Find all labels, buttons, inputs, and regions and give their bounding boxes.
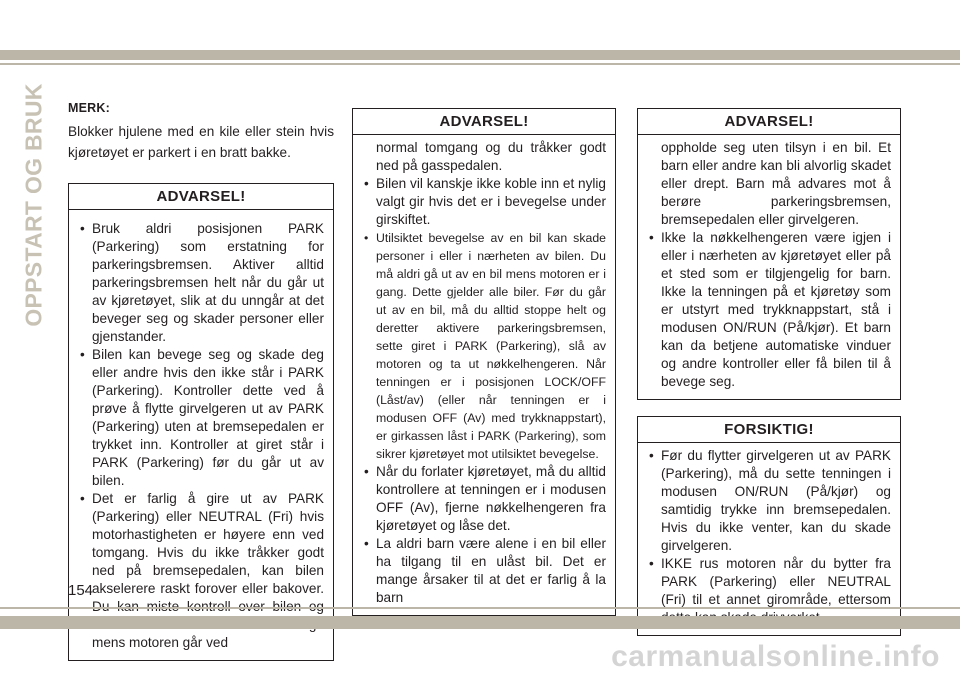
warning-bullet: • Når du forlater kjøretøyet, må du alltid kontrollere at tenningen er i modusen OFF (Av), fjerne nøkkelhengeren fra kjøretøyet og låse det. <box>362 463 606 535</box>
warning-body <box>353 135 615 615</box>
caution-bullet: • Før du flytter girvelgeren ut av PARK (Parkering), må du sette tenningen i modusen ON/RUN (På/kjør) og samtidig trykke inn bremsepedalen. Hvis du ikke venter, kan du skade girvelgeren. <box>647 447 891 555</box>
note-block <box>68 100 334 163</box>
header-rule <box>0 63 960 65</box>
warning-bullet: • La aldri barn være alene i en bil eller ha tilgang til en ulåst bil. Det er mange årsaker til at det er farlig å la barn <box>362 535 606 607</box>
header-band <box>0 50 960 60</box>
warning-bullet: • Bruk aldri posisjonen PARK (Parkering) som erstatning for parkeringsbremsen. Aktiver alltid parkeringsbremsen helt når du går ut av kjøretøyet, slik at du unngår at det beveger seg og skader personer eller gjenstander. <box>78 220 324 346</box>
column-1 <box>68 100 334 661</box>
note-text: Blokker hjulene med en kile eller stein hvis kjøretøyet er parkert i en bratt bakke. <box>68 124 334 160</box>
caution-title: FORSIKTIG! <box>638 417 900 443</box>
warning-bullet: • Bilen kan bevege seg og skade deg eller andre hvis den ikke står i PARK (Parkering). Kontroller dette ved å prøve å flytte girvelgeren ut av PARK (Parkering) uten at bremsepedalen er trykket inn. Kontroller at giret står i PARK (Parkering) før du går ut av bilen. <box>78 346 324 490</box>
warning-body <box>69 210 333 660</box>
warning-box-1 <box>68 183 334 661</box>
warning-continuation: oppholde seg uten tilsyn i en bil. Et barn eller andre kan bli alvorlig skadet eller drept. Barn må advares mot å berøre parkeringsbremsen, bremsepedalen eller girvelgeren. <box>661 140 891 227</box>
caution-bullet: • IKKE rus motoren når du bytter fra PARK (Parkering) eller NEUTRAL (Fri) til et annet girområde, ettersom <box>647 555 891 627</box>
warning-continuation: normal tomgang og du tråkker godt ned på gasspedalen. <box>376 140 606 173</box>
warning-title: ADVARSEL! <box>69 184 333 210</box>
warning-box-3 <box>637 108 901 400</box>
caution-box <box>637 416 901 636</box>
warning-bullet: • Utilsiktet bevegelse av en bil kan skade personer i eller i nærheten av bilen. Du må aldri gå ut av en bil mens motoren er i gang. Dette gjelder alle biler. Før du går ut av en bil, må du alltid stoppe helt og deretter aktivere parkeringsbremsen, sette giret i PARK (Parkering), slå av motoren og ta ut nøkkelhengeren. Når tenningen er i posisjonen LOCK/OFF (Låst/av) (eller når tenningen er i modusen OFF (Av) med trykknappstart), er girkassen låst i PARK (Parkering), som sikrer kjøretøyet mot utilsiktet bevegelse. <box>362 229 606 463</box>
page-number: 154 <box>68 582 94 599</box>
warning-title: ADVARSEL! <box>638 109 900 135</box>
footer-band <box>0 616 960 629</box>
section-tab <box>14 83 54 327</box>
watermark: carmanualsonline.info <box>611 640 940 673</box>
warning-bullet: • Det er farlig å gire ut av PARK (Parkering) eller NEUTRAL (Fri) hvis motorhastigheten er høyere enn ved tomgang. Hvis du ikke tråkker godt ned på bremsepedalen, kan bilen akselerere raskt forover eller bakover. mens motoren går ved <box>78 490 324 652</box>
warning-bullet: • Ikke la nøkkelhengeren være igjen i eller i nærheten av kjøretøyet eller på et sted som er tilgjengelig for barn. Ikke la tenningen på et kjøretøy som er utstyrt med trykknappstart, stå i modusen ON/RUN (På/kjør). Et barn kan da betjene automatiske vinduer og andre kontroller eller få bilen til å bevege seg. <box>647 229 891 391</box>
section-tab-label: OPPSTART OG BRUK <box>20 83 47 327</box>
warning-title: ADVARSEL! <box>353 109 615 135</box>
warning-body <box>638 135 900 399</box>
warning-bullet: • Bilen vil kanskje ikke koble inn et nylig valgt gir hvis det er i bevegelse under girskiftet. <box>362 175 606 229</box>
warning-box-2 <box>352 108 616 616</box>
footer-rule <box>0 607 960 609</box>
column-3 <box>637 108 901 636</box>
note-title: MERK: <box>68 101 110 115</box>
column-2 <box>352 108 616 616</box>
